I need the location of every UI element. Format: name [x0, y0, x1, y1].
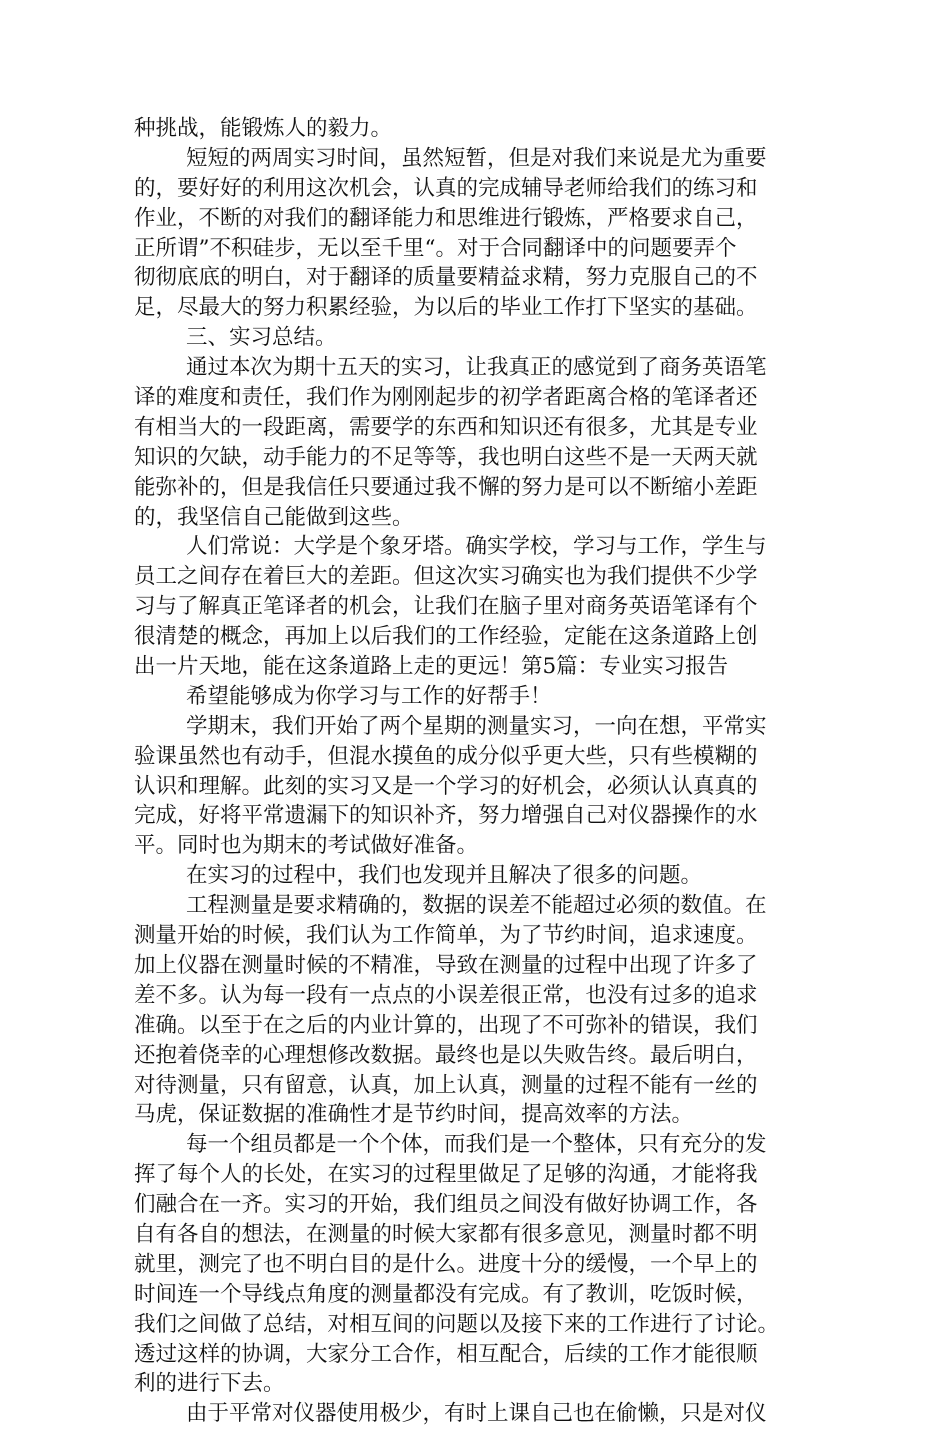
text-line: 能弥补的，但是我信任只要通过我不懈的努力是可以不断缩小差距 — [134, 474, 758, 500]
text-line: 每一个组员都是一个个体，而我们是一个整体，只有充分的发 — [186, 1132, 767, 1158]
text-line: 验课虽然也有动手，但混水摸鱼的成分似乎更大些，只有些模糊的 — [134, 743, 758, 769]
text-line: 的，我坚信自己能做到这些。 — [134, 504, 414, 530]
text-line: 还抱着侥幸的心理想修改数据。最终也是以失败告终。最后明白， — [134, 1042, 758, 1068]
text-line: 加上仪器在测量时候的不精准，导致在测量的过程中出现了许多了 — [134, 952, 758, 978]
text-line: 学期末，我们开始了两个星期的测量实习，一向在想，平常实 — [186, 713, 767, 739]
text-line: 人们常说：大学是个象牙塔。确实学校，学习与工作，学生与 — [186, 534, 767, 560]
text-line: 的，要好好的利用这次机会，认真的完成辅导老师给我们的练习和 — [134, 175, 758, 201]
text-line: 对待测量，只有留意，认真，加上认真，测量的过程不能有一丝的 — [134, 1072, 758, 1098]
text-line: 员工之间存在着巨大的差距。但这次实习确实也为我们提供不少学 — [134, 564, 758, 590]
text-line: 通过本次为期十五天的实习，让我真正的感觉到了商务英语笔 — [186, 355, 767, 381]
text-line: 时间连一个导线点角度的测量都没有完成。有了教训，吃饭时候， — [134, 1281, 758, 1307]
text-line: 马虎，保证数据的准确性才是节约时间，提高效率的方法。 — [134, 1102, 694, 1128]
text-line: 差不多。认为每一段有一点点的小误差很正常，也没有过多的追求 — [134, 982, 758, 1008]
text-line: 我们之间做了总结，对相互间的问题以及接下来的工作进行了讨论。 — [134, 1311, 780, 1337]
text-line: 准确。以至于在之后的内业计算的，出现了不可弥补的错误，我们 — [134, 1012, 758, 1038]
text-line: 测量开始的时候，我们认为工作简单，为了节约时间，追求速度。 — [134, 923, 758, 949]
text-line: 短短的两周实习时间，虽然短暂，但是对我们来说是尤为重要 — [186, 145, 767, 171]
text-line: 透过这样的协调，大家分工合作，相互配合，后续的工作才能很顺 — [134, 1341, 758, 1367]
text-line: 知识的欠缺，动手能力的不足等等，我也明白这些不是一天两天就 — [134, 444, 758, 470]
document-page — [134, 114, 834, 1429]
text-line: 平。同时也为期末的考试做好准备。 — [134, 833, 479, 859]
text-line: 由于平常对仪器使用极少，有时上课自己也在偷懒，只是对仪 — [186, 1401, 767, 1427]
text-line: 有相当大的一段距离，需要学的东西和知识还有很多，尤其是专业 — [134, 414, 758, 440]
text-line: 出一片天地，能在这条道路上走的更远！第5篇：专业实习报告 — [134, 654, 729, 680]
text-line: 很清楚的概念，再加上以后我们的工作经验，定能在这条道路上创 — [134, 624, 758, 650]
text-line: 种挑战，能锻炼人的毅力。 — [134, 116, 393, 141]
text-line: 足，尽最大的努力积累经验，为以后的毕业工作打下坚实的基础。 — [134, 295, 758, 321]
text-line: 认识和理解。此刻的实习又是一个学习的好机会，必须认认真真的 — [134, 773, 758, 799]
text-line: 正所谓”不积硅步，无以至千里“。对于合同翻译中的问题要弄个 — [134, 235, 737, 261]
text-line: 工程测量是要求精确的，数据的误差不能超过必须的数值。在 — [186, 893, 767, 919]
text-line: 习与了解真正笔译者的机会，让我们在脑子里对商务英语笔译有个 — [134, 594, 758, 620]
text-line: 希望能够成为你学习与工作的好帮手！ — [186, 683, 552, 709]
text-line: 彻彻底底的明白，对于翻译的质量要精益求精，努力克服自己的不 — [134, 265, 758, 291]
text-line: 作业，不断的对我们的翻译能力和思维进行锻炼，严格要求自己， — [134, 205, 758, 231]
text-line: 挥了每个人的长处，在实习的过程里做足了足够的沟通，才能将我 — [134, 1162, 758, 1188]
text-line: 自有各自的想法，在测量的时候大家都有很多意见，测量时都不明 — [134, 1221, 758, 1247]
text-line: 在实习的过程中，我们也发现并且解决了很多的问题。 — [186, 863, 703, 889]
text-line: 们融合在一齐。实习的开始，我们组员之间没有做好协调工作，各 — [134, 1192, 758, 1218]
text-line: 利的进行下去。 — [134, 1371, 285, 1397]
text-line: 就里，测完了也不明白目的是什么。进度十分的缓慢，一个早上的 — [134, 1251, 758, 1277]
text-line: 完成，好将平常遗漏下的知识补齐，努力增强自己对仪器操作的水 — [134, 803, 758, 829]
text-line: 三、实习总结。 — [186, 325, 337, 351]
text-line: 译的难度和责任，我们作为刚刚起步的初学者距离合格的笔译者还 — [134, 385, 758, 411]
